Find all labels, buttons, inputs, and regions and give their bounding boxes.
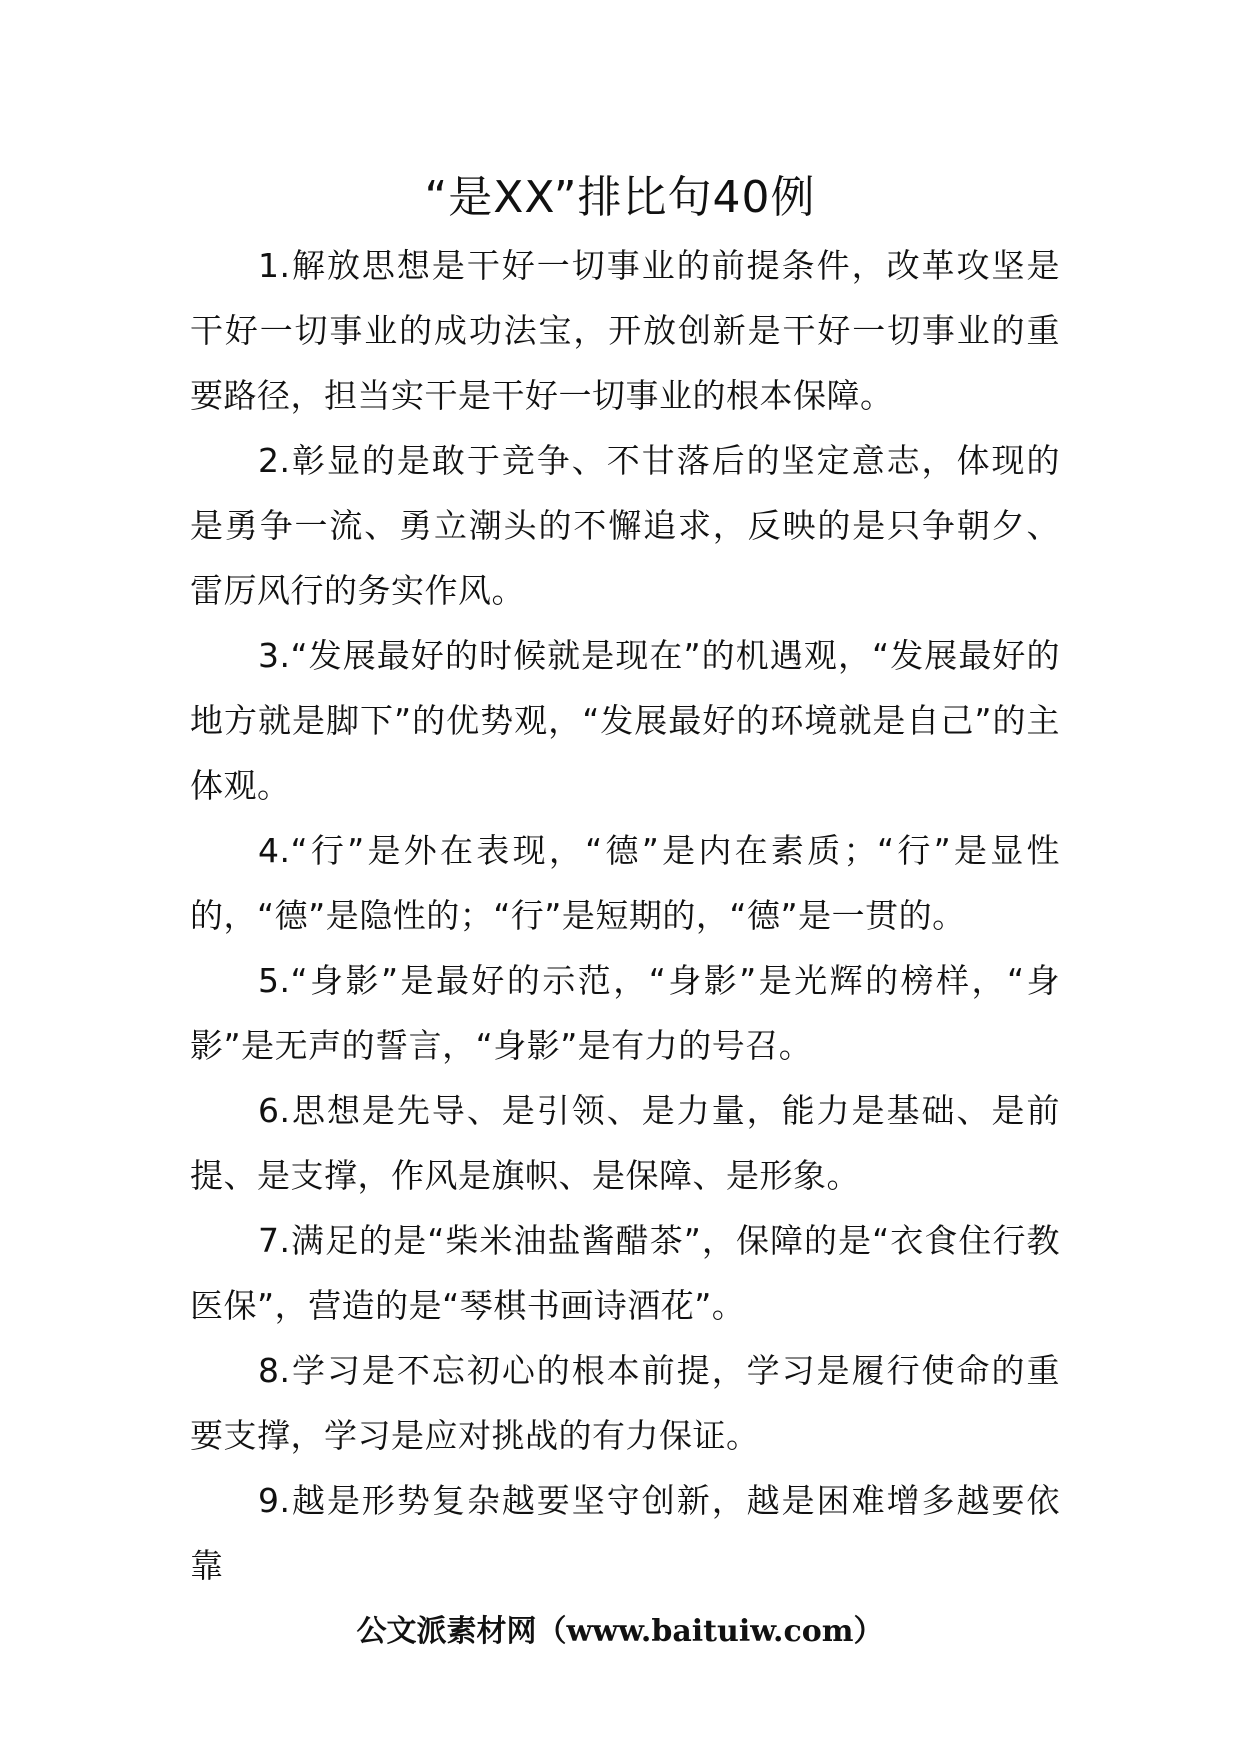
paragraph-5: 5.“身影”是最好的示范，“身影”是光辉的榜样，“身影”是无声的誓言，“身影”是有力的号召。 <box>190 961 1060 1065</box>
paragraph-3: 3.“发展最好的时候就是现在”的机遇观，“发展最好的地方就是脚下”的优势观，“发展最好的环境就是自己”的主体观。 <box>190 636 1060 805</box>
document-body <box>190 233 1060 1598</box>
paragraph-9: 9.越是形势复杂越要坚守创新，越是困难增多越要依靠 <box>190 1481 1060 1585</box>
paragraph-2: 2.彰显的是敢于竞争、不甘落后的坚定意志，体现的是勇争一流、勇立潮头的不懈追求，反映的是只争朝夕、雷厉风行的务实作风。 <box>190 441 1060 610</box>
paragraph-4: 4.“行”是外在表现，“德”是内在素质；“行”是显性的，“德”是隐性的；“行”是短期的，“德”是一贯的。 <box>190 831 1061 935</box>
footer-watermark: 公文派素材网（www.baituiw.com） <box>356 1614 884 1649</box>
paragraph-7: 7.满足的是“柴米油盐酱醋茶”，保障的是“衣食住行教医保”，营造的是“琴棋书画诗酒花”。 <box>190 1221 1060 1325</box>
paragraph-6: 6.思想是先导、是引领、是力量，能力是基础、是前提、是支撑，作风是旗帜、是保障、是形象。 <box>190 1091 1060 1195</box>
paragraph-8: 8.学习是不忘初心的根本前提，学习是履行使命的重要支撑，学习是应对挑战的有力保证。 <box>190 1351 1060 1455</box>
document-title: “是XX”排比句40例 <box>424 172 816 223</box>
paragraph-1: 1.解放思想是干好一切事业的前提条件，改革攻坚是干好一切事业的成功法宝，开放创新是干好一切事业的重要路径，担当实干是干好一切事业的根本保障。 <box>190 246 1060 415</box>
